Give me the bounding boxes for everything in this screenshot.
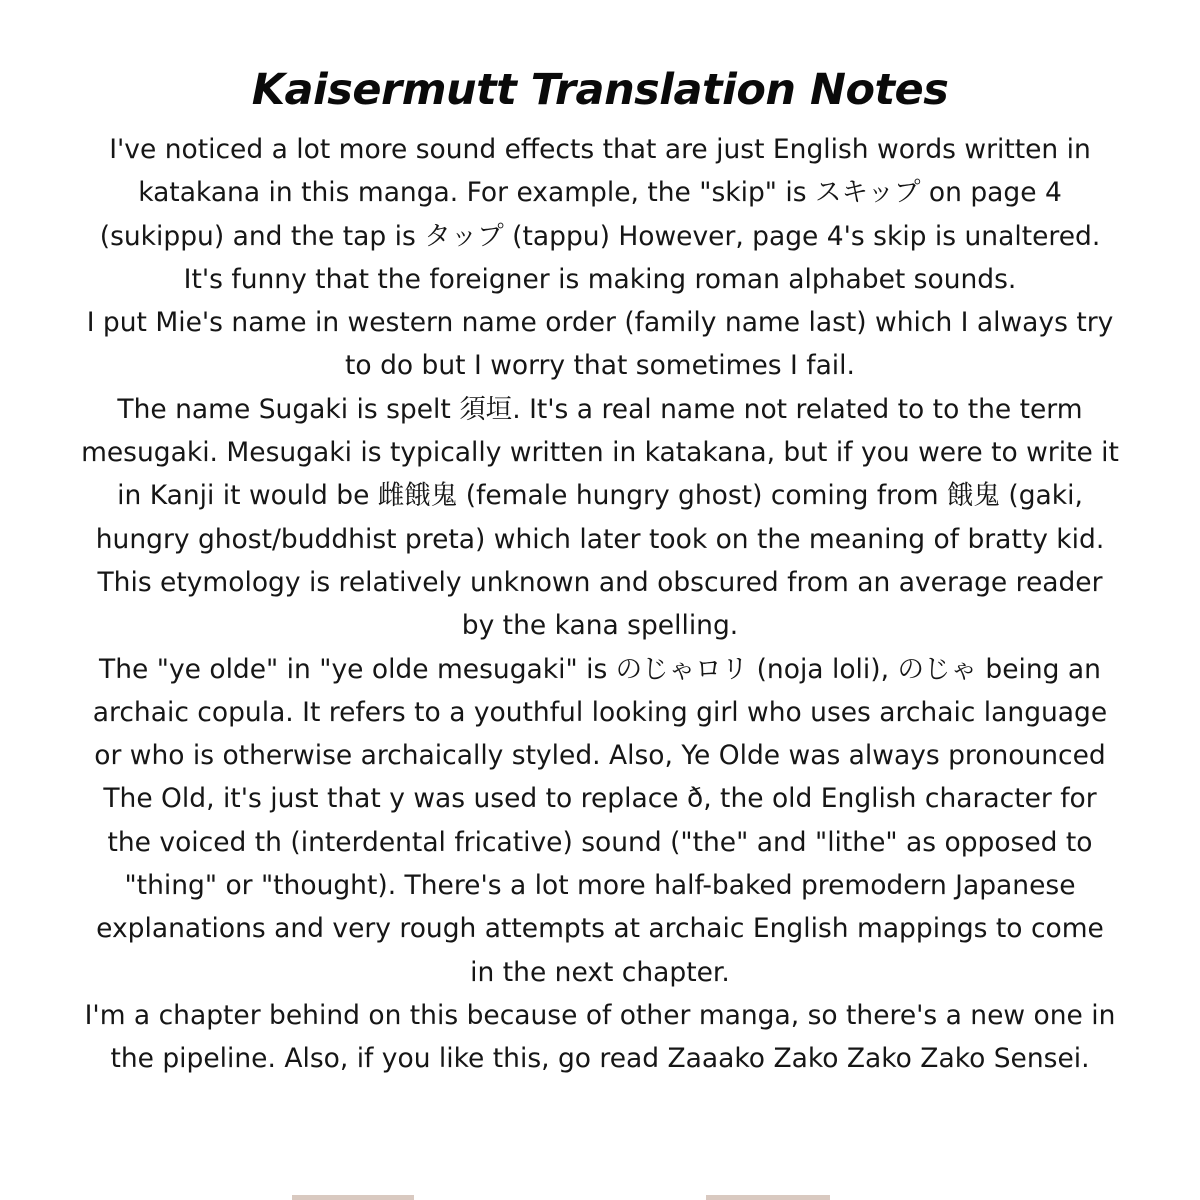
notes-body [80,128,1120,1081]
note-paragraph-ye-olde: The "ye olde" in "ye olde mesugaki" is のじゃロリ (noja loli), のじゃ being an archaic copula. It refers to a youthful looking girl who uses archaic language or who is otherwise archaically styled. Also, Ye Olde was always pronounced The Old, it's just that y was used to replace ð, the old English character for the voiced th (interdental fricative) sound ("the" and "lithe" as opposed to "thing" or "thought). There's a lot more half-baked premodern Japanese explanations and very rough attempts at archaic English mappings to come in the next chapter. [92,653,1108,988]
note-paragraph-name-order: I put Mie's name in western name order (family name last) which I always try to do but I worry that sometimes I fail. [86,307,1114,382]
next-page-edge [0,1193,1200,1200]
page-title: Kaisermutt Translation Notes [251,65,949,115]
note-paragraph-pipeline: I'm a chapter behind on this because of other manga, so there's a new one in the pipeline. Also, if you like this, go read Zaaako Zako Zako Zako Sensei. [84,999,1116,1075]
note-paragraph-sugaki: The name Sugaki is spelt 須垣. It's a real name not related to to the term mesugaki. Mesugaki is typically written in katakana, but if you were to write it in Kanji it would be 雌餓鬼 (female hungry ghost) coming from 餓鬼 (gaki, hungry ghost/buddhist preta) which later took on the meaning of bratty kid. This etymology is relatively unknown and obscured from an average reader by the kana spelling. [81,393,1119,642]
note-paragraph-sound-effects: I've noticed a lot more sound effects that are just English words written in katakana in this manga. For example, the "skip" is スキップ on page 4 (sukippu) and the tap is タップ (tappu) However, page 4's skip is unaltered. It's funny that the foreigner is making roman alphabet sounds. [99,134,1101,295]
